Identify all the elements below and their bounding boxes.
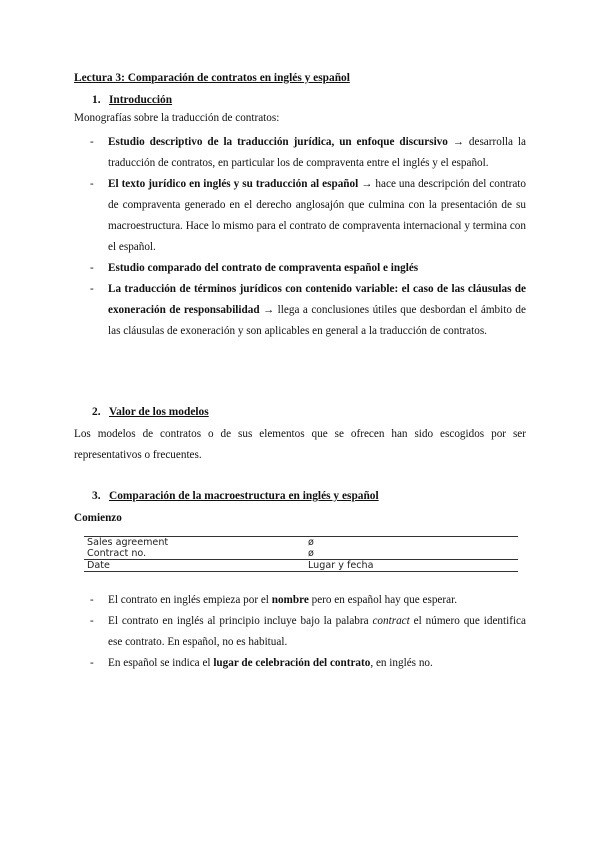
table-row [84, 537, 518, 549]
section-number: 3. [92, 490, 101, 502]
intro-lead: Monografías sobre la traducción de contratos: [74, 112, 280, 124]
monograph-title: Estudio comparado del contrato de compraventa español e inglés [108, 262, 419, 274]
note-text: pero en español hay que esperar. [308, 594, 457, 606]
list-item [90, 258, 526, 279]
table-cell-spanish: ø [308, 548, 314, 559]
note-emphasis: nombre [271, 594, 309, 606]
list-item [90, 132, 526, 174]
table-cell-english: Date [84, 560, 305, 572]
monograph-title: El texto jurídico en inglés y su traducción al español [108, 178, 359, 190]
monograph-title: Estudio descriptivo de la traducción jurídica, un enfoque discursivo [108, 136, 448, 148]
note-italic-term: contract [372, 615, 410, 627]
table-cell-english: Contract no. [87, 548, 147, 559]
lecture-title: Lectura 3: Comparación de contratos en inglés y español [74, 72, 350, 84]
section-title: Valor de los modelos [109, 406, 209, 418]
section-title: Comparación de la macroestructura en inglés y español [109, 490, 379, 502]
list-item [90, 653, 526, 674]
monograph-description: → hace una descripción del contrato de compraventa generado en el derecho anglosajón que culmina con la presentación de su macroestructura. Hace lo mismo para el contrato de compraventa internacional y termina con el español. [108, 178, 526, 253]
models-paragraph: Los modelos de contratos o de sus elementos que se ofrecen han sido escogidos por ser representativos o frecuentes. [74, 428, 526, 461]
note-text: El contrato en inglés empieza por el [108, 594, 272, 606]
list-item [90, 590, 526, 611]
monograph-title: La traducción de términos jurídicos con contenido variable: el caso de las cláusulas de exoneración de responsabilidad → [108, 283, 526, 316]
note-text: el número que identifica ese contrato. En español, no es habitual. [108, 615, 526, 648]
table-row [84, 560, 518, 572]
note-text: El contrato en inglés al principio incluye bajo la palabra [108, 615, 373, 627]
section-heading-introduccion [92, 94, 172, 106]
list-item [90, 279, 526, 342]
note-text: En español se indica el [108, 657, 214, 669]
list-item [90, 174, 526, 258]
section-title: Introducción [109, 94, 173, 106]
table-cell-spanish: Lugar y fecha [305, 560, 518, 572]
comparison-notes-list [90, 590, 526, 674]
section-heading-valor-modelos [92, 406, 209, 418]
monograph-description: llega a conclusiones útiles que desbordan el ámbito de las cláusulas de exoneración y son aplicables en general a la traducción de contratos. [108, 304, 526, 337]
table-cell-spanish: ø [305, 537, 518, 549]
note-emphasis: lugar de celebración del contrato [213, 657, 371, 669]
table-cell-english: Sales agreement [84, 537, 305, 549]
list-item [90, 611, 526, 653]
note-text: , en inglés no. [370, 657, 433, 669]
table-row [84, 548, 518, 560]
subheading-comienzo: Comienzo [74, 512, 122, 524]
section-heading-macroestructura [92, 490, 379, 502]
comparison-table [84, 536, 518, 572]
section-number: 1. [92, 94, 101, 106]
monograph-description: → desarrolla la traducción de contratos, en particular los de compraventa entre el inglés y el español. [108, 136, 526, 169]
monograph-list [90, 132, 526, 342]
section-number: 2. [92, 406, 101, 418]
